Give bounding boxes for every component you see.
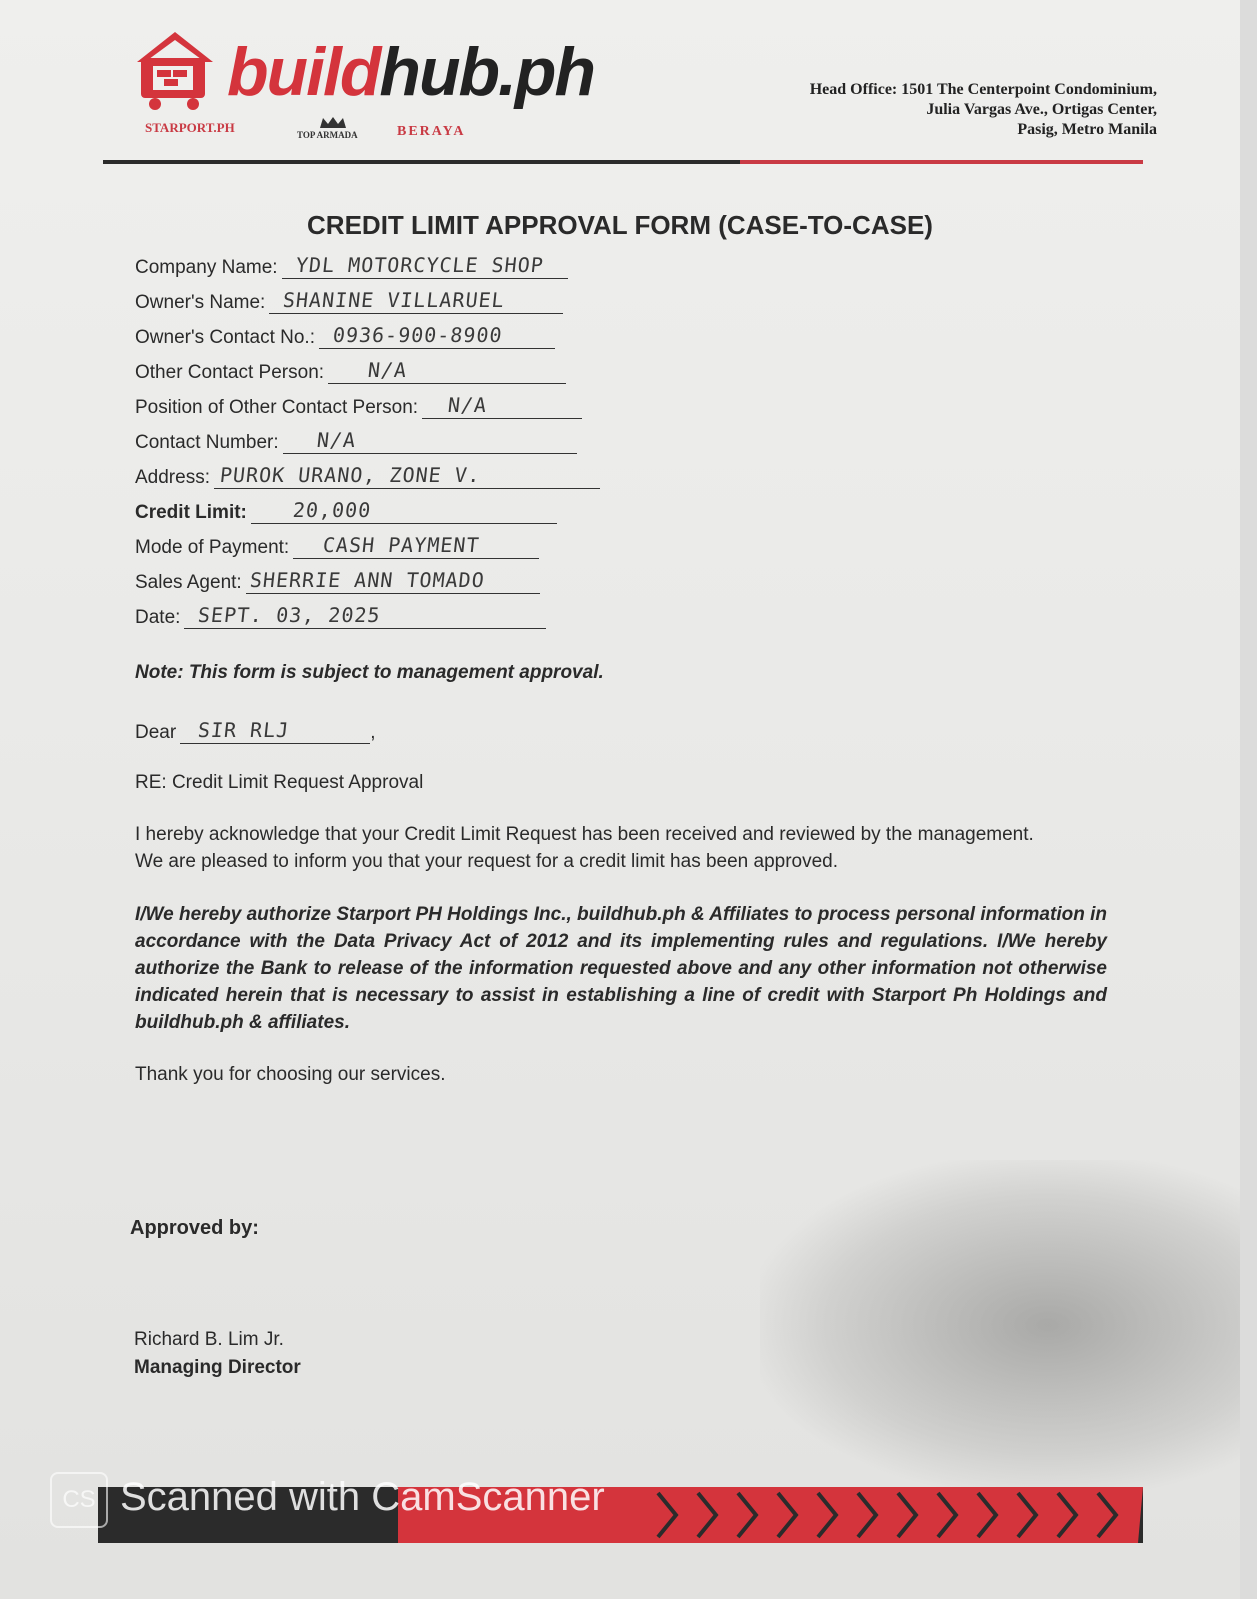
field-mode-of-payment: Mode of Payment: CASH PAYMENT [135,530,539,559]
field-address: Address: PUROK URANO, ZONE V. [135,460,600,489]
affiliate-top-armada: TOP ARMADA [297,130,358,140]
owner-name-value: SHANINE VILLARUEL [282,288,507,312]
acknowledgement: I hereby acknowledge that your Credit Limit Request has been received and reviewed by the management. We are pleased to inform you that your request for a credit limit has been approved. [135,824,1034,872]
owner-contact-value: 0936-900-8900 [331,323,504,347]
re-line: RE: Credit Limit Request Approval [135,772,424,793]
mode-of-payment-value: CASH PAYMENT [321,533,481,557]
date-value: SEPT. 03, 2025 [197,603,383,627]
head-office-address: Head Office: 1501 The Centerpoint Condominium, Julia Vargas Ave., Ortigas Center, Pasig, Metro Manila [809,81,1157,138]
credit-limit-value: 20,000 [291,498,373,522]
affiliate-starport: STARPORT.PH [145,120,235,135]
field-company-name: Company Name: YDL MOTORCYCLE SHOP [135,250,568,279]
field-credit-limit: Credit Limit: 20,000 [135,495,557,524]
position-other-contact-value: N/A [446,393,489,417]
form-title: CREDIT LIMIT APPROVAL FORM (CASE-TO-CASE) [307,210,933,240]
salutation: Dear SIR RLJ , [135,715,375,744]
salutation-value: SIR RLJ [196,718,291,742]
data-privacy-statement: I/We hereby authorize Starport PH Holdings Inc., buildhub.ph & Affiliates to process personal information in accordance with the Data Privacy Act of 2012 and its implementing rules and regulations. I/We hereby authorize the Bank to release of the information requested above and any other information not otherwise indicated herein that is necessary to assist in establishing a line of credit with Starport Ph Holdings and buildhub.ph & affiliates. [135,904,1107,1033]
field-owner-name: Owner's Name: SHANINE VILLARUEL [135,285,563,314]
brand-logo [135,28,605,163]
photo-shadow [760,1160,1240,1490]
crown-icon [318,116,348,130]
company-name-value: YDL MOTORCYCLE SHOP [294,253,545,277]
approval-note: Note: This form is subject to management approval. [135,662,604,683]
field-contact-number: Contact Number: N/A [135,425,577,454]
affiliate-beraya: BERAYA [397,124,466,139]
thank-you-line: Thank you for choosing our services. [135,1064,446,1085]
approved-by-label: Approved by: [130,1217,259,1239]
other-contact-person-value: N/A [366,358,409,382]
sales-agent-value: SHERRIE ANN TOMADO [248,568,486,592]
camscanner-badge: CS [50,1472,108,1528]
field-date: Date: SEPT. 03, 2025 [135,600,546,629]
field-owner-contact: Owner's Contact No.: 0936-900-8900 [135,320,555,349]
field-sales-agent: Sales Agent: SHERRIE ANN TOMADO [135,565,540,594]
brand-wordmark: buildhub.ph [227,34,594,110]
signer-title: Managing Director [134,1357,301,1378]
camscanner-watermark: Scanned with CamScanner [120,1475,605,1519]
header-divider-accent [740,160,1143,164]
signer-name: Richard B. Lim Jr. [134,1329,284,1350]
field-other-contact-person: Other Contact Person: N/A [135,355,566,384]
field-position-other-contact: Position of Other Contact Person: N/A [135,390,582,419]
contact-number-value: N/A [315,428,358,452]
house-cart-icon [135,28,219,112]
signatory [134,1326,301,1382]
address-value: PUROK URANO, ZONE V. [218,463,483,487]
